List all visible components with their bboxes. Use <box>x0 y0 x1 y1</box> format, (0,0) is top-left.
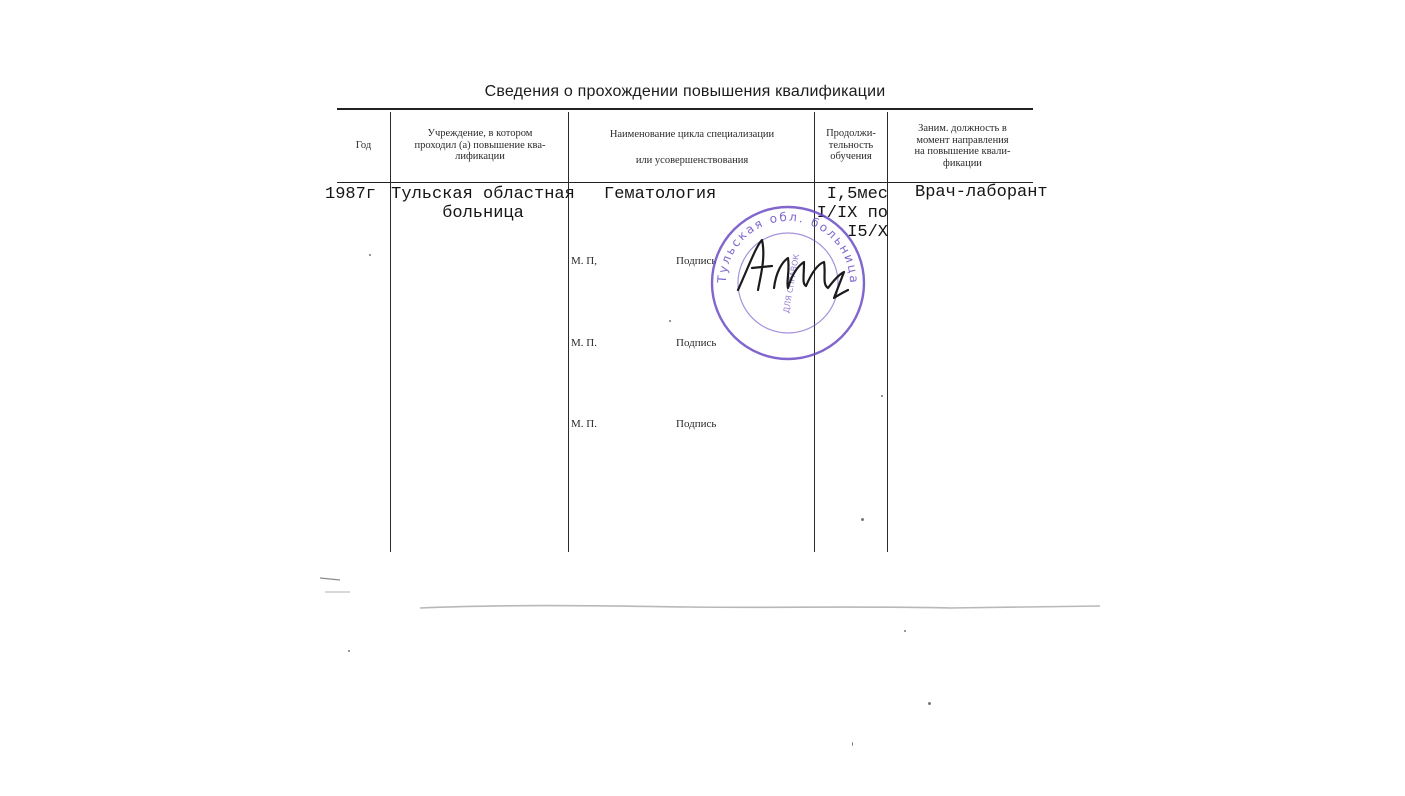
paper-speck <box>852 742 853 746</box>
paper-speck <box>369 254 371 256</box>
row-year: 1987г <box>325 185 377 204</box>
header-top-rule <box>337 108 1033 110</box>
document-title: Сведения о прохождении повышения квалификации <box>484 83 886 100</box>
handwritten-signature <box>730 228 850 308</box>
header-position: Заним. должность в момент направления на повышение квали- фикации <box>914 123 1011 169</box>
seal-mp-3: М. П. <box>571 418 597 430</box>
signature-label-3: Подпись <box>676 418 717 430</box>
paper-speck <box>928 702 931 705</box>
header-duration: Продолжи- тельность обучения <box>826 128 876 162</box>
column-divider-4 <box>887 112 888 552</box>
seal-mp-1: М. П, <box>571 255 597 267</box>
row-duration: I,5мес I/IX по I5/X <box>816 185 888 242</box>
row-institution: Тульская областная больница <box>391 185 575 223</box>
signature-label-1: Подпись <box>676 255 717 267</box>
header-cycle: Наименование цикла специализации или усовершенствования <box>609 129 775 166</box>
header-year: Год <box>355 140 372 151</box>
signature-label-2: Подпись <box>676 337 717 349</box>
column-divider-1 <box>390 112 391 552</box>
header-institution: Учреждение, в котором проходил (а) повышение ква- лификации <box>414 128 546 162</box>
row-position: Врач-лаборант <box>915 183 1048 202</box>
row-cycle: Гематология <box>604 185 717 204</box>
paper-speck <box>669 320 671 322</box>
seal-mp-2: М. П. <box>571 337 597 349</box>
svg-text:ДЛЯ СПРАВОК: ДЛЯ СПРАВОК <box>781 253 802 314</box>
paper-speck <box>904 630 906 632</box>
paper-speck <box>881 395 883 397</box>
paper-speck <box>861 518 864 521</box>
column-divider-2 <box>568 112 569 552</box>
paper-speck <box>348 650 350 652</box>
page-edge-mark <box>310 570 1110 620</box>
svg-text:Тульская обл. больница: Тульская обл. больница <box>714 209 862 285</box>
